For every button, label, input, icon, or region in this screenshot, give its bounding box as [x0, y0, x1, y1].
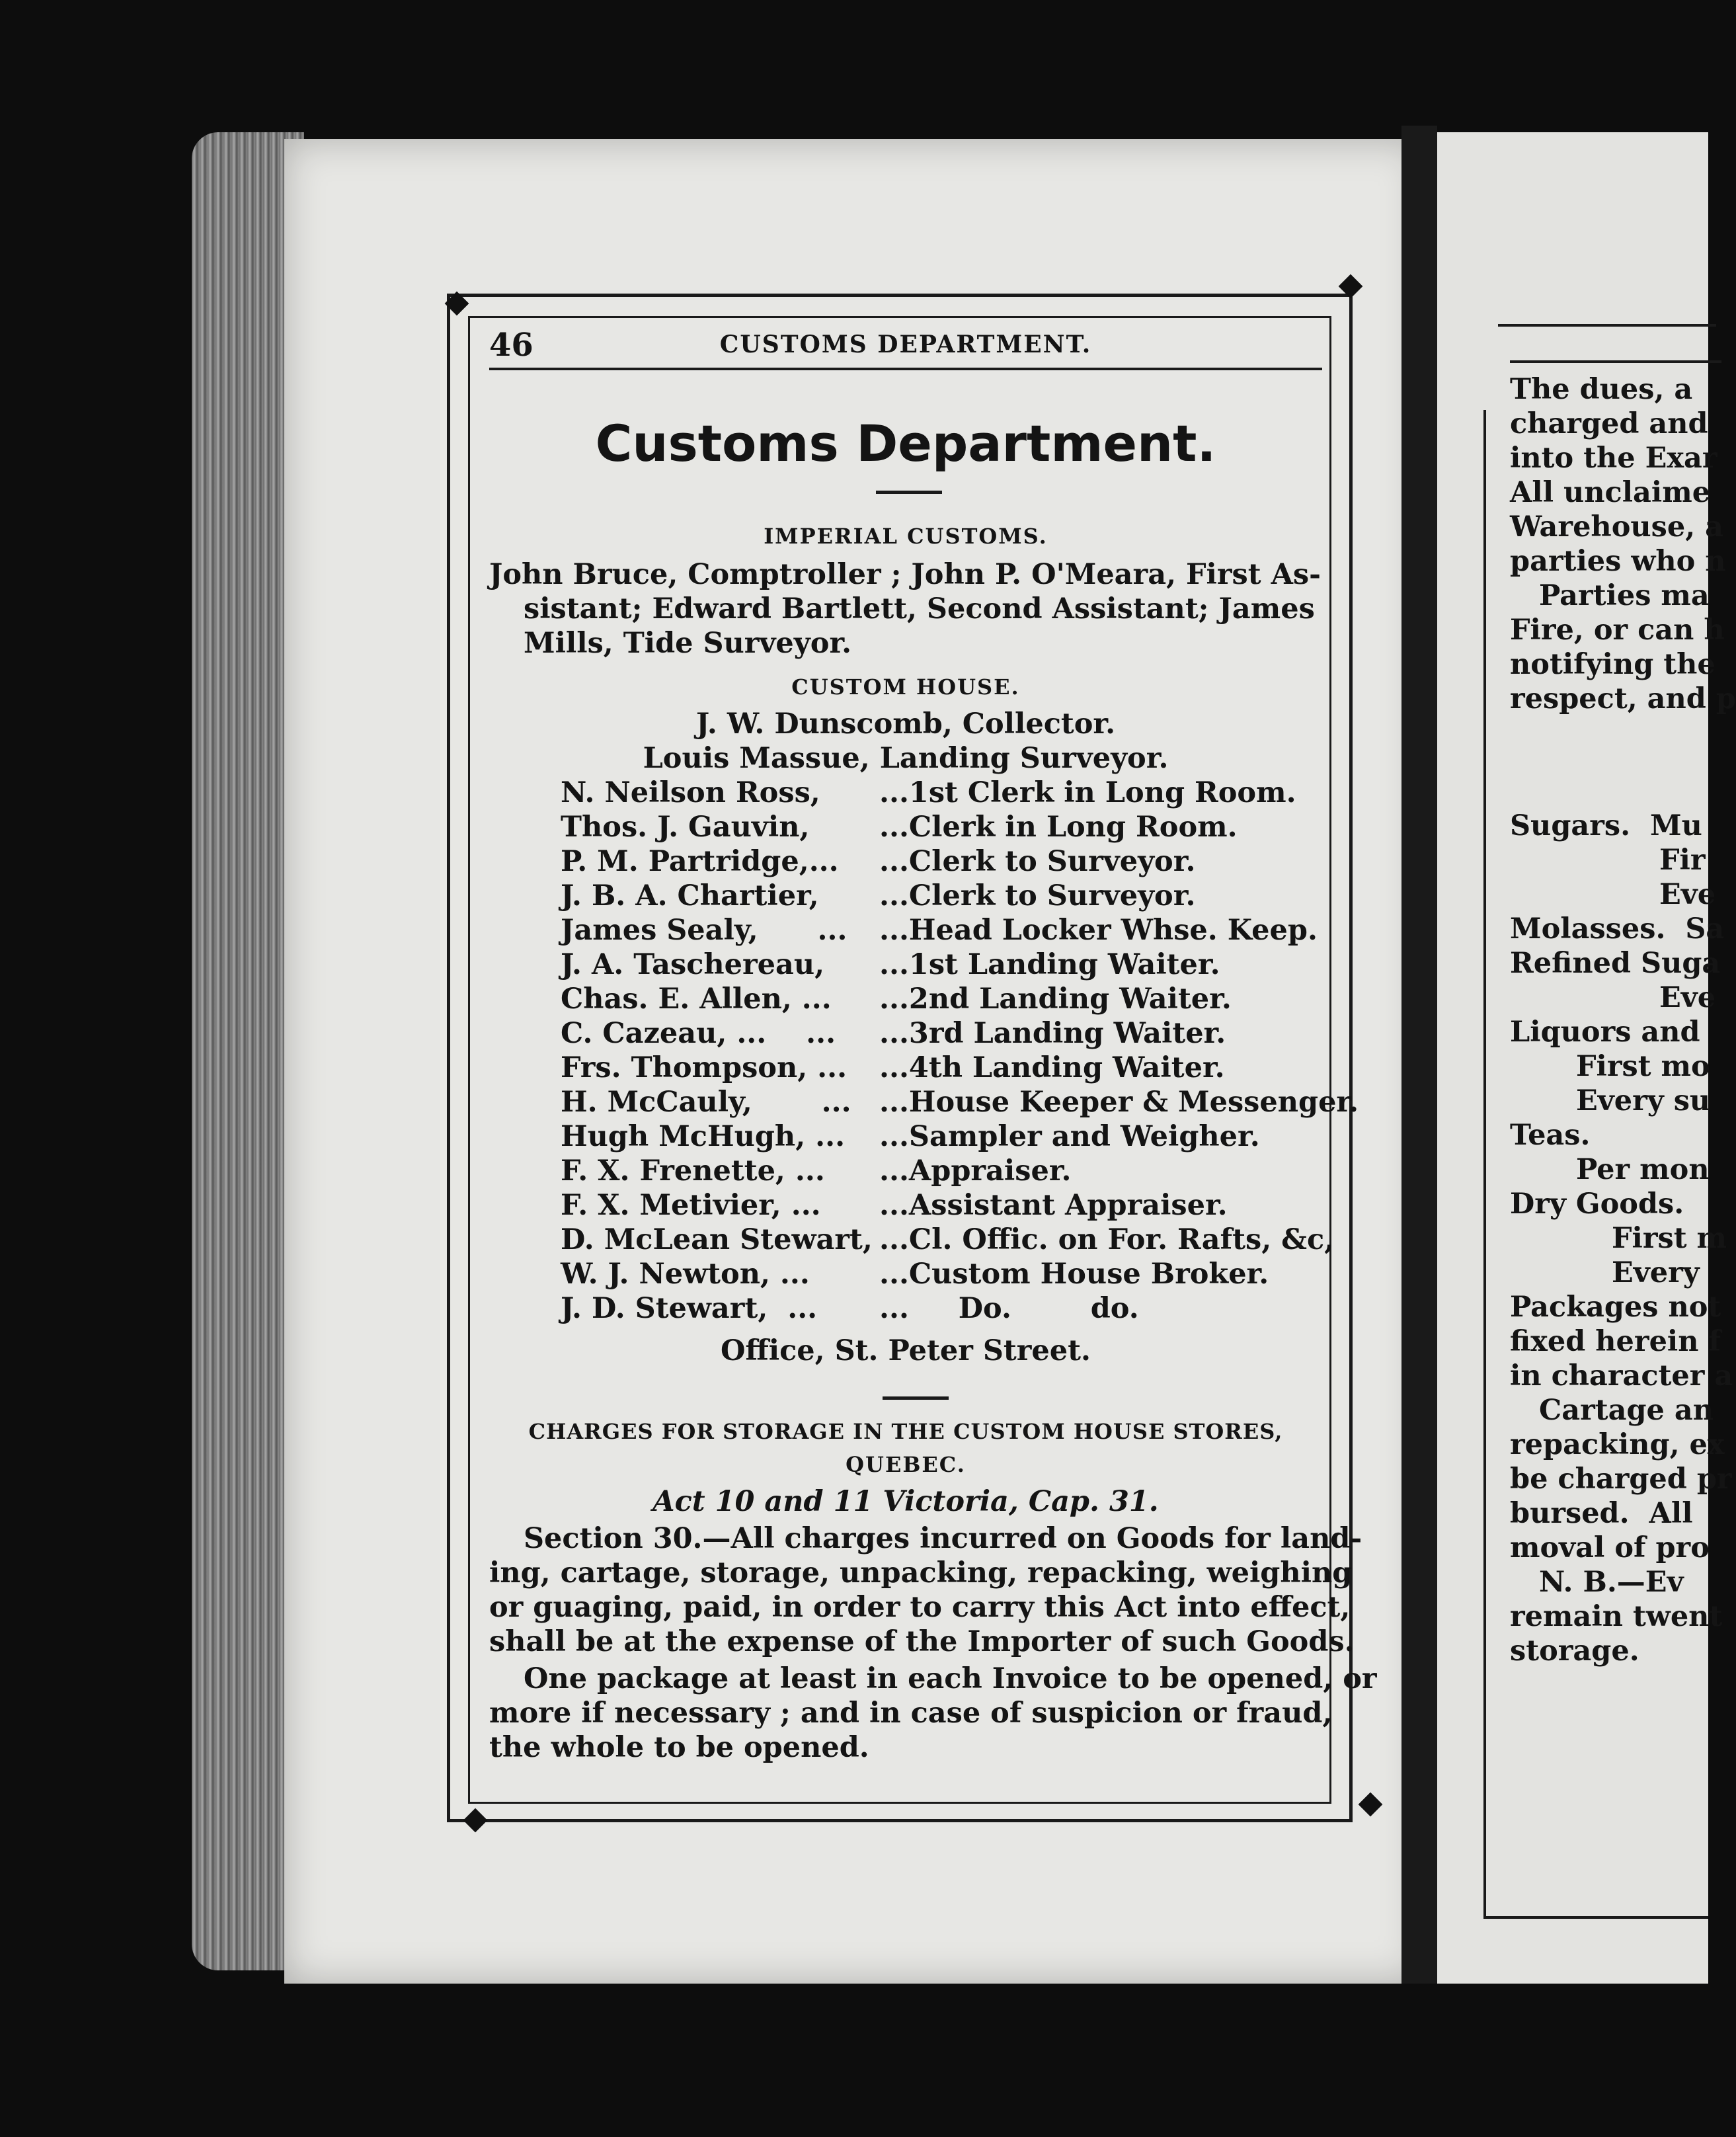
- running-head-title: CUSTOMS DEPARTMENT.: [719, 331, 1092, 358]
- right-text-line: Fir: [1659, 844, 1706, 877]
- imperial-line: John Bruce, Comptroller ; John P. O'Meara, First As-: [489, 558, 1321, 591]
- right-text-line: Dry Goods.: [1510, 1188, 1684, 1221]
- right-page-rule: [1498, 324, 1716, 327]
- staff-title: ...Custom House Broker.: [879, 1258, 1269, 1291]
- right-text-line: Cartage an: [1539, 1394, 1714, 1427]
- right-text-line: Packages not: [1510, 1291, 1721, 1324]
- staff-name: J. A. Taschereau,: [561, 948, 825, 981]
- imperial-line: Mills, Tide Surveyor.: [524, 627, 852, 660]
- staff-title: ...Assistant Appraiser.: [879, 1189, 1228, 1222]
- right-text-line: Liquors and: [1510, 1016, 1700, 1049]
- staff-title: ...Appraiser.: [879, 1154, 1072, 1188]
- staff-title: ...Head Locker Whse. Keep.: [879, 914, 1318, 947]
- staff-title: ...3rd Landing Waiter.: [879, 1017, 1226, 1050]
- staff-name: H. McCauly, ...: [561, 1086, 851, 1119]
- right-page-rule: [1510, 360, 1721, 363]
- section-line: Section 30.—All charges incurred on Goods for land-: [524, 1522, 1362, 1555]
- right-text-line: charged and: [1510, 407, 1708, 440]
- staff-name: J. B. A. Chartier,: [561, 879, 819, 912]
- staff-title: ...1st Clerk in Long Room.: [879, 776, 1296, 809]
- right-text-line: storage.: [1510, 1634, 1639, 1668]
- book-gutter: [1401, 126, 1437, 1984]
- right-text-line: All unclaime: [1510, 476, 1711, 509]
- staff-title: ... Do. do.: [879, 1292, 1139, 1325]
- staff-name: Frs. Thompson, ...: [561, 1051, 848, 1084]
- right-text-line: N. B.—Ev: [1539, 1566, 1684, 1599]
- right-text-line: Eve: [1659, 878, 1716, 911]
- right-text-line: First mo: [1576, 1050, 1710, 1083]
- page-number: 46: [489, 327, 533, 364]
- collector-line: J. W. Dunscomb, Collector.: [695, 707, 1116, 741]
- custom-house-heading: CUSTOM HOUSE.: [791, 674, 1020, 700]
- right-text-line: Every: [1612, 1256, 1700, 1289]
- right-text-line: bursed. All: [1510, 1497, 1693, 1530]
- section-line: or guaging, paid, in order to carry this Act into effect,: [489, 1591, 1351, 1624]
- staff-title: ...House Keeper & Messenger.: [879, 1086, 1359, 1119]
- right-text-line: First m: [1612, 1222, 1727, 1255]
- title-rule: [876, 491, 942, 494]
- staff-title: ...Cl. Offic. on For. Rafts, &c,: [879, 1223, 1335, 1256]
- page-content: [489, 321, 1377, 1796]
- staff-name: Thos. J. Gauvin,: [561, 811, 810, 844]
- page-title: Customs Department.: [595, 414, 1216, 473]
- imperial-customs-heading: IMPERIAL CUSTOMS.: [764, 524, 1048, 549]
- right-page-frame: [1483, 1916, 1708, 1919]
- act-line: Act 10 and 11 Victoria, Cap. 31.: [652, 1485, 1159, 1518]
- staff-title: ...Clerk to Surveyor.: [879, 845, 1196, 878]
- imperial-line: sistant; Edward Bartlett, Second Assistant; James: [524, 592, 1315, 625]
- right-text-line: be charged pr: [1510, 1463, 1732, 1496]
- staff-title: ...Clerk in Long Room.: [879, 811, 1238, 844]
- right-text-line: Parties ma: [1539, 579, 1710, 612]
- right-text-line: The dues, a: [1510, 373, 1693, 406]
- staff-name: F. X. Metivier, ...: [561, 1189, 821, 1222]
- staff-name: P. M. Partridge,...: [561, 845, 839, 878]
- staff-title: ...Sampler and Weigher.: [879, 1120, 1260, 1153]
- section-line: shall be at the expense of the Importer of such Goods.: [489, 1625, 1355, 1658]
- surveyor-line: Louis Massue, Landing Surveyor.: [643, 742, 1169, 775]
- staff-name: D. McLean Stewart,: [561, 1223, 873, 1256]
- right-text-line: Every su: [1576, 1084, 1711, 1117]
- right-text-line: fixed herein f: [1510, 1325, 1721, 1358]
- storage-heading: CHARGES FOR STORAGE IN THE CUSTOM HOUSE STORES,: [528, 1419, 1283, 1444]
- right-text-line: respect, and p: [1510, 682, 1736, 715]
- right-text-line: Molasses. Sa: [1510, 912, 1725, 946]
- storage-heading-city: QUEBEC.: [846, 1452, 966, 1477]
- right-text-line: Teas.: [1510, 1119, 1591, 1152]
- staff-name: Chas. E. Allen, ...: [561, 983, 832, 1016]
- package-line: One package at least in each Invoice to be opened, or: [524, 1662, 1377, 1695]
- package-line: more if necessary ; and in case of suspicion or fraud,: [489, 1697, 1333, 1730]
- staff-name: Hugh McHugh, ...: [561, 1120, 846, 1153]
- right-text-line: repacking, ex: [1510, 1428, 1725, 1461]
- right-text-line: parties who n: [1510, 545, 1726, 578]
- staff-title: ...4th Landing Waiter.: [879, 1051, 1225, 1084]
- staff-name: C. Cazeau, ... ...: [561, 1017, 836, 1050]
- right-text-line: remain twent: [1510, 1600, 1723, 1633]
- right-text-line: Refined Suga: [1510, 947, 1721, 980]
- right-text-line: Sugars. Mu: [1510, 809, 1702, 842]
- right-text-line: into the Exar: [1510, 442, 1717, 475]
- package-line: the whole to be opened.: [489, 1731, 869, 1764]
- staff-name: N. Neilson Ross,: [561, 776, 820, 809]
- staff-name: W. J. Newton, ...: [561, 1258, 810, 1291]
- office-line: Office, St. Peter Street.: [721, 1334, 1091, 1367]
- staff-name: James Sealy, ...: [561, 914, 848, 947]
- staff-name: J. D. Stewart, ...: [561, 1292, 818, 1325]
- section-line: ing, cartage, storage, unpacking, repacking, weighing: [489, 1556, 1353, 1590]
- staff-title: ...2nd Landing Waiter.: [879, 983, 1232, 1016]
- right-text-line: in character a: [1510, 1359, 1733, 1392]
- right-text-line: Per mon: [1576, 1153, 1710, 1186]
- right-text-line: Fire, or can h: [1510, 614, 1725, 647]
- right-page-frame: [1483, 410, 1486, 1917]
- right-text-line: Warehouse, a: [1510, 510, 1724, 544]
- staff-title: ...Clerk to Surveyor.: [879, 879, 1196, 912]
- staff-name: F. X. Frenette, ...: [561, 1154, 825, 1188]
- staff-title: ...1st Landing Waiter.: [879, 948, 1220, 981]
- right-page: [1437, 132, 1736, 1984]
- right-text-line: notifying the: [1510, 648, 1716, 681]
- section-rule: [883, 1396, 949, 1400]
- right-text-line: moval of pro: [1510, 1531, 1710, 1564]
- right-text-line: Eve: [1659, 981, 1716, 1014]
- running-head: [489, 321, 1322, 370]
